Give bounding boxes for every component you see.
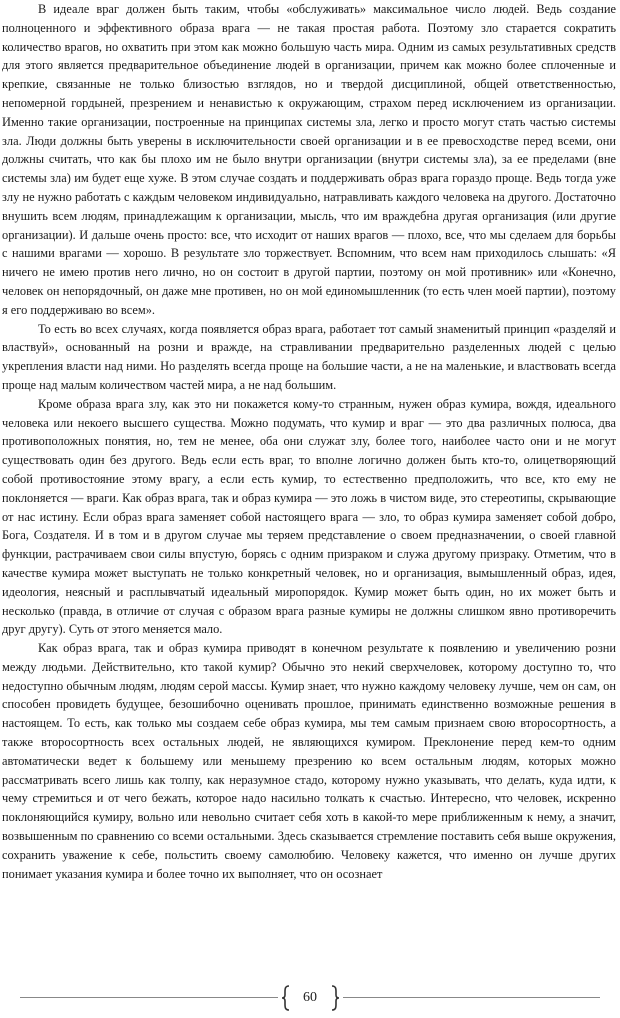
paragraph-divide-and-rule: То есть во всех случаях, когда появляется образ врага, работает тот самый знаменитый принцип «разделяй и властвуй», основанный на розни и вражде, на стравливании предварительно разделенных людей с целью укрепления власти над ними. Но разделять всегда проще на большие части, а не на маленькие, и властвовать всегда проще над малым количеством частей мира, а не над большим. bbox=[2, 321, 616, 392]
footer-rule-right bbox=[343, 997, 600, 998]
footer-rule-left bbox=[20, 997, 278, 998]
page-footer bbox=[0, 985, 620, 1017]
paragraph-idol-image: Кроме образа врага злу, как это ни покажется кому-то странным, нужен образ кумира, вождя, идеального человека или некоего высшего существа. Можно подумать, что кумир и враг — это два различных полюса, два противоположных понятия, но, тем не менее, оба они служат злу, более того, наиболее часто они и не могут существовать один без другого. Ведь если есть враг, то вполне логично должен быть кто-то, олицетворяющий собой противостояние этому врагу, а если есть кумир, то естественно предположить, что все, кто ему не поклоняется — враги. Как образ врага, так и образ кумира — это ложь в чистом виде, это стереотипы, скрывающие от нас истину. Если образ врага заменяет собой настоящего врага — зло, то образ кумира заменяет собой добро, Бога, Создателя. И в том и в другом случае мы теряем представление о своем предназначении, о своей главной функции, растрачиваем свои силы впустую, борясь с одним призраком и служа другому призраку. Отметим, что в качестве кумира может выступать не только конкретный человек, но и организация, вымышленный образ, идея, идеология, неясный и расплывчатый идеальный миропорядок. Кумир может быть один, но их может быть и несколько (правда, в отличие от случая с образом врага разные кумиры не должны слишком явно противоречить друг другу). Суть от этого меняется мало. bbox=[2, 396, 616, 637]
page-number: 60 bbox=[303, 990, 317, 1005]
right-brace-icon bbox=[330, 985, 340, 1011]
left-brace-icon bbox=[281, 985, 291, 1011]
paragraph-enemy-image: В идеале враг должен быть таким, чтобы «обслуживать» максимальное число людей. Ведь создание полноценного и эффективного образа врага — не такая простая работа. Поэтому зло старается сократить количество врагов, но охватить при этом как можно большую часть мира. Одним из самых результативных средств для этого является предварительное объединение людей в организации, причем как можно более сплоченные и крепкие, связанные не только близостью взглядов, но и твердой дисциплиной, общей ответственностью, непомерной гордыней, презрением и ненавистью к окружающим, страхом перед исключением из организации. Именно такие организации, построенные на принципах системы зла, легко и просто могут стать частью системы зла. Люди должны быть уверены в исключительности своей организации и в ее превосходстве перед всеми, они должны считать, что как бы плохо им не было внутри организации (внутри системы зла), за ее пределами (вне системы зла) им будет еще хуже. В этом случае создать и поддерживать образ врага гораздо проще. Ведь тогда уже злу не нужно работать с каждым человеком индивидуально, натравливать каждого человека на другого. Достаточно внушить всем людям, принадлежащим к организации, мысль, что им враждебна другая организация (или другие организации). И дальше очень просто: все, что исходит от наших врагов — плохо, все, что мы сделаем для борьбы с нашими врагами — хорошо. В результате зло торжествует. Вспомним, что всем нам приходилось слышать: «Я ничего не имею против него лично, но он состоит в другой партии, поэтому он мой противник» или «Конечно, человек он непорядочный, он даже мне противен, но он мой единомышленник (то есть член моей партии), поэтому я его поддерживаю во всем». bbox=[2, 2, 616, 317]
paragraph-idol-discord: Как образ врага, так и образ кумира приводят в конечном результате к появлению и увеличению розни между людьми. Действительно, кто такой кумир? Обычно это некий сверхчеловек, которому доступно то, что недоступно обычным людям, людям серой массы. Кумир знает, что нужно каждому человеку лучше, чем он сам, он способен провидеть будущее, безошибочно оценивать прошлое, принимать единственно возможные решения в настоящем. То есть, как только мы создаем себе образ кумира, мы тем самым признаем свою второсортность, а также второсортность всех остальных людей, не являющихся кумиром. Преклонение перед кем-то одним автоматически ведет к большему или меньшему презрению ко всем остальным людям, которых можно рассматривать всего лишь как толпу, как неразумное стадо, которому нужно указывать, что делать, куда идти, к чему стремиться и от чего бежать, которое надо насильно толкать к счастью. Интересно, что человек, искренно поклоняющийся кумиру, вольно или невольно считает себя хоть в какой-то мере приближенным к нему, а значит, возвышенным по сравнению со всеми остальными. Здесь сказывается стремление поставить себя выше окружения, сохранить уважение к себе, польстить своему самолюбию. Человеку кажется, что именно он лучше других понимает указания кумира и более точно их выполняет, что он осознает bbox=[2, 641, 616, 881]
